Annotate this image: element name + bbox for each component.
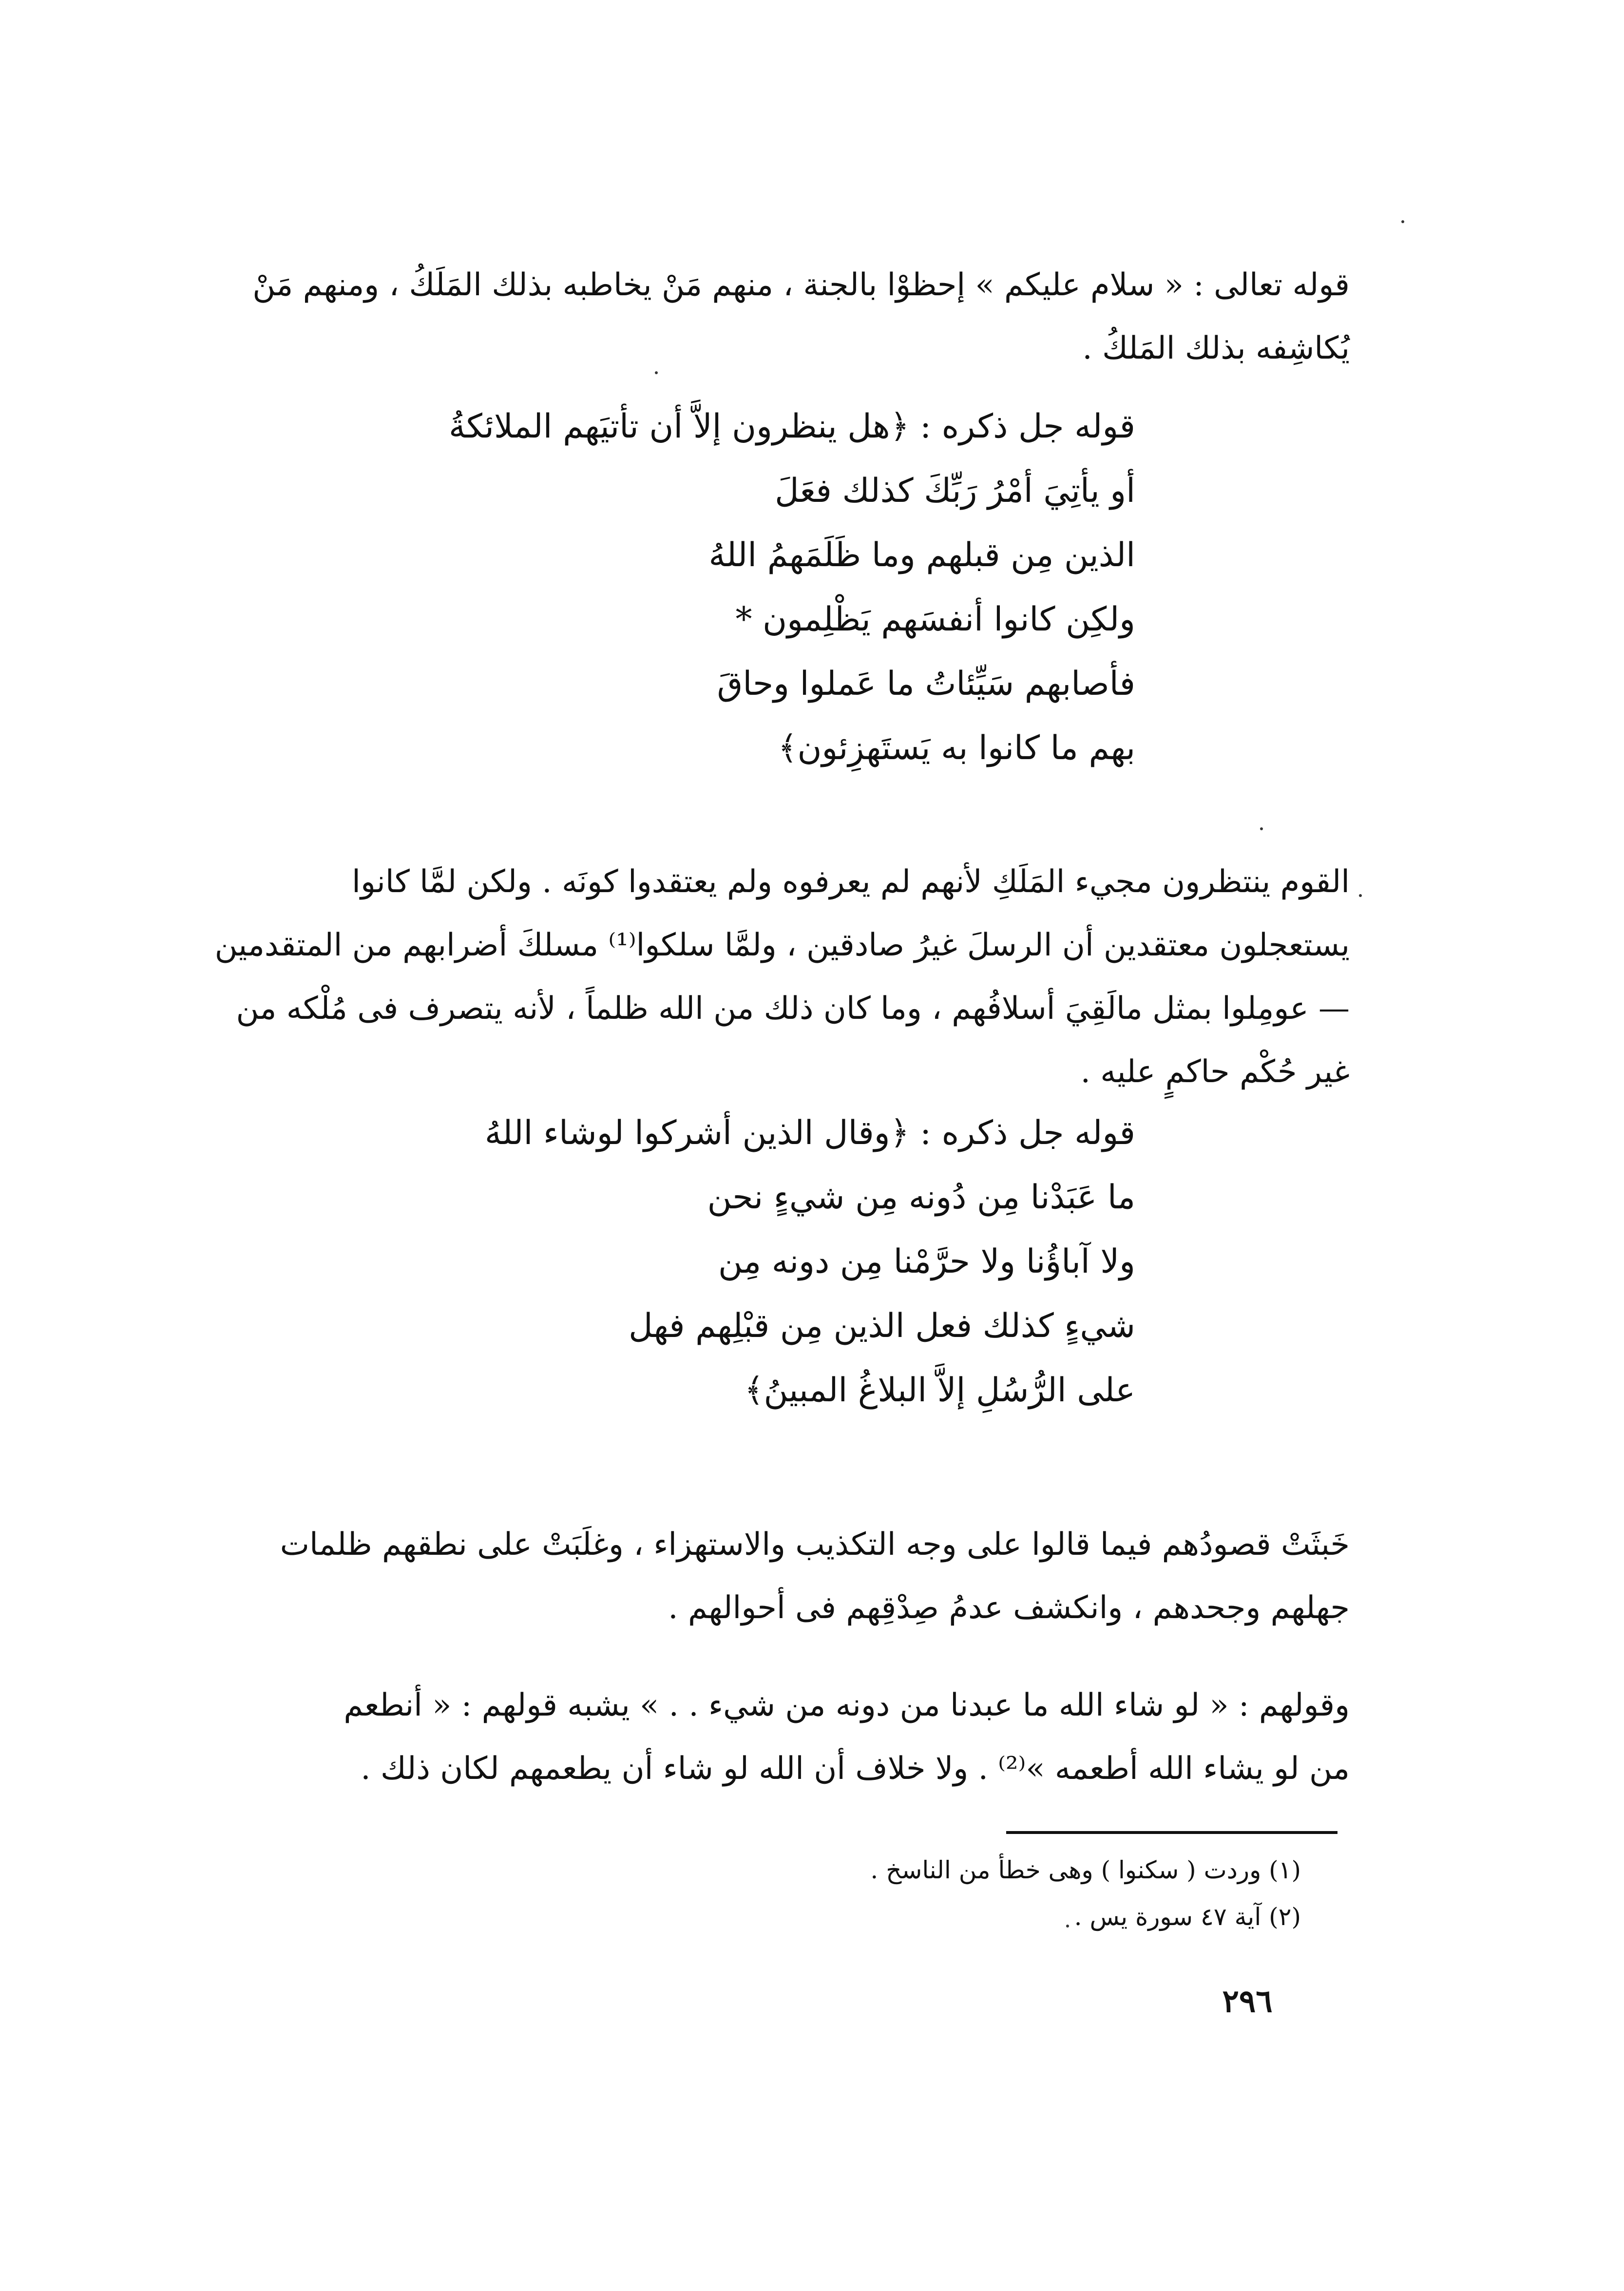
- verse-line: فأصابهم سَيِّئاتُ ما عَملوا وحاقَ: [717, 665, 1135, 703]
- verse-line: الذين مِن قبلهم وما ظَلَمَهمُ اللهُ: [708, 536, 1135, 574]
- paragraph-line: وقولهم : « لو شاء الله ما عبدنا من دونه من شيء . . » يشبه قولهم : « أنطعم: [344, 1687, 1350, 1723]
- paragraph-3: [280, 1513, 1350, 1640]
- paragraph-line: يُكاشِفه بذلك المَلكُ .: [1082, 330, 1350, 366]
- footnote-separator: [1006, 1831, 1337, 1834]
- paragraph-line: يستعجلون معتقدين أن الرسلَ غيرُ صادقين ، ولمَّا سلكوا⁽¹⁾ مسلكَ أضرابهم من المتقدمين: [214, 927, 1350, 963]
- verse-line: بهم ما كانوا به يَستَهزِئون﴾: [778, 729, 1135, 767]
- paragraph-line: غير حُكْم حاكمٍ عليه .: [1080, 1054, 1350, 1090]
- verse-block-2: [484, 1101, 1135, 1423]
- verse-line: أو يأتِيَ أمْرُ رَبِّكَ كذلك فعَلَ: [775, 472, 1135, 510]
- verse-line: ما عَبَدْنا مِن دُونه مِن شيءٍ نحن: [707, 1178, 1135, 1217]
- footnotes: [731, 1847, 1301, 1940]
- verse-line: قوله جل ذكره : ﴿وقال الذين أشركوا لوشاء اللهُ: [484, 1114, 1135, 1152]
- paragraph-line: جهلهم وجحدهم ، وانكشف عدمُ صِدْقِهم فى أحوالهم .: [668, 1590, 1350, 1626]
- paragraph-2: [214, 850, 1350, 1104]
- verse-line: قوله جل ذكره : ﴿هل ينظرون إلاَّ أن تأتيَهم الملائكةُ: [449, 407, 1135, 446]
- verse-line: ولا آباؤُنا ولا حرَّمْنا مِن دونه مِن: [718, 1242, 1135, 1281]
- paragraph-line: قوله تعالى : « سلام عليكم » إحظوْا بالجنة ، منهم مَنْ يخاطبه بذلك المَلَكُ ، ومنهم مَنْ: [252, 267, 1350, 303]
- scan-speck: [1359, 894, 1362, 897]
- paragraph-line: خَبثَتْ قصودُهم فيما قالوا على وجه التكذيب والاستهزاء ، وغلَبَتْ على نطقهم ظلمات: [280, 1527, 1350, 1563]
- verse-block-1: [449, 395, 1135, 781]
- page-number: ٢٩٦: [1222, 1983, 1273, 2020]
- paragraph-line: — عومِلوا بمثل مالَقِيَ أسلافُهم ، وما كان ذلك من الله ظلماً ، لأنه يتصرف فى مُلْكه من: [236, 991, 1350, 1027]
- paragraph-1: [252, 253, 1350, 380]
- verse-line: شيءٍ كذلك فعل الذين مِن قبْلِهم فهل: [629, 1307, 1135, 1345]
- footnote-item: (١) وردت ( سكنوا ) وهى خطأ من الناسخ .: [870, 1856, 1301, 1884]
- scan-speck: [1260, 827, 1263, 830]
- footnote-item: (٢) آية ٤٧ سورة يس .: [1074, 1903, 1301, 1931]
- verse-line: على الرُّسُلِ إلاَّ البلاغُ المبينُ﴾: [744, 1371, 1135, 1410]
- verse-line: ولكِن كانوا أنفسَهم يَظْلِمون *: [735, 600, 1135, 639]
- scan-speck: [1401, 220, 1404, 223]
- paragraph-line: من لو يشاء الله أطعمه »⁽²⁾ . ولا خلاف أن الله لو شاء أن يطعمهم لكان ذلك .: [361, 1751, 1350, 1787]
- paragraph-4: [287, 1674, 1350, 1800]
- paragraph-line: القوم ينتظرون مجيء المَلَكِ لأنهم لم يعرفوه ولم يعتقدوا كونَه . ولكن لمَّا كانوا: [352, 864, 1350, 900]
